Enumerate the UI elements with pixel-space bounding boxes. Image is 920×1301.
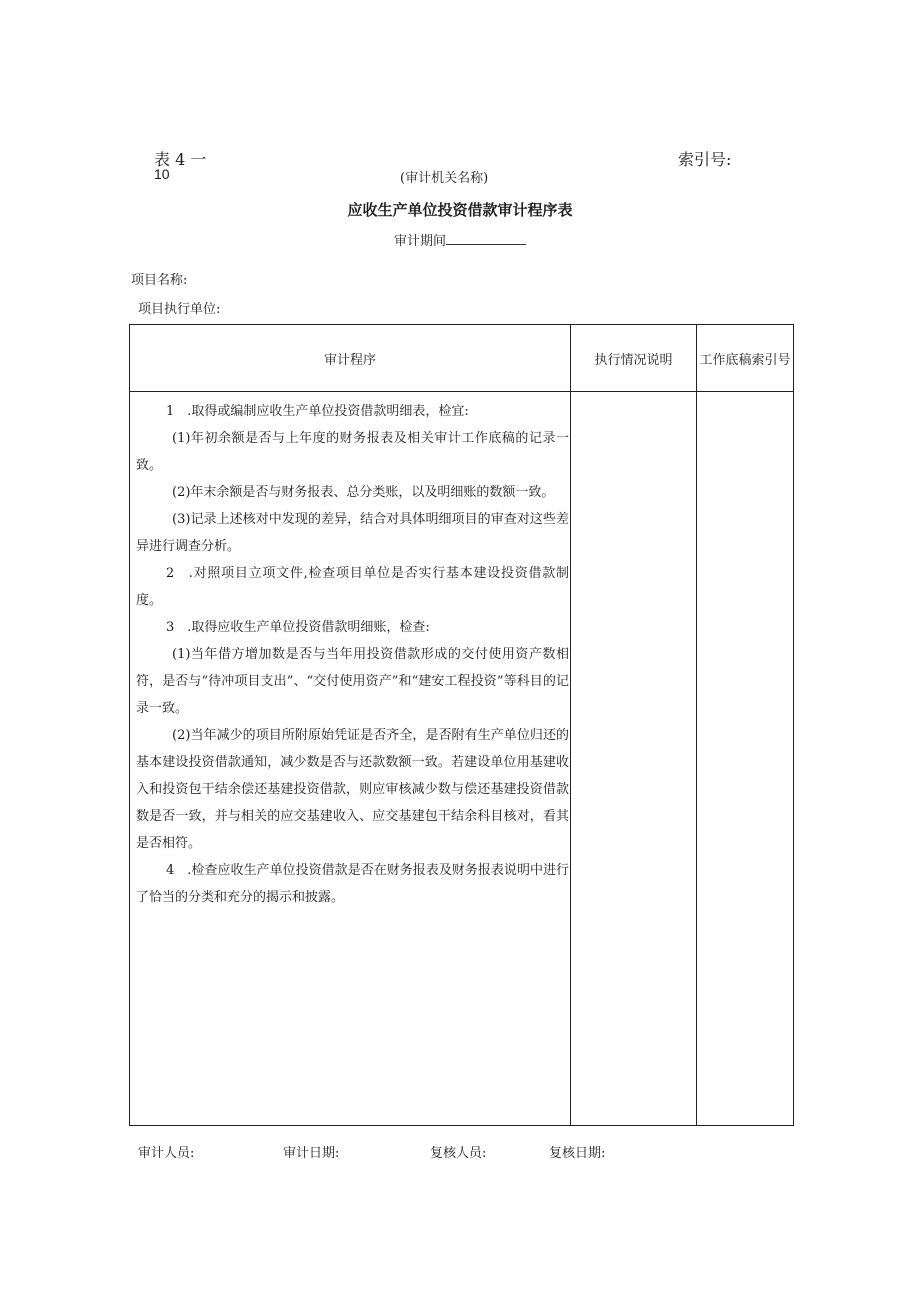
procedure-step-4: 4 .检查应收生产单位投资借款是否在财务报表及财务报表说明中进行了恰当的分类和充分的揭示和披露。 — [136, 863, 569, 905]
audit-procedure-table — [129, 324, 794, 1126]
procedure-step-3-1: (1)当年借方增加数是否与当年用投资借款形成的交付使用资产数相符，是否与“待冲项目支出”、“交付使用资产”和“建安工程投资”等科目的记录一致。 — [136, 647, 569, 716]
audit-org-name: (审计机关名称) — [400, 171, 489, 186]
procedure-step-2: 2 .对照项目立项文件,检查项目单位是否实行基本建设投资借款制度。 — [136, 566, 569, 608]
procedure-step-3-2: (2)当年减少的项目所附原始凭证是否齐全，是否附有生产单位归还的基本建设投资借款通知，减少数是否与还款数额一致。若建设单位用基建收入和投资包干结余偿还基建投资借款，则应审核减少数与偿还基建投资借款数是否一致，并与相关的应交基建收入、应交基建包干结余科目核对，看其是否相符。 — [136, 728, 569, 851]
project-unit-label: 项目执行单位: — [138, 302, 221, 317]
project-name-label: 项目名称: — [131, 273, 188, 288]
execution-notes-cell[interactable] — [571, 392, 697, 1126]
audit-period-blank — [446, 232, 526, 245]
reviewer-label: 复核人员: — [430, 1146, 487, 1161]
table-body-row — [130, 392, 794, 1126]
procedure-step-1: 1 .取得或编制应收生产单位投资借款明细表，检宜: — [166, 404, 469, 419]
procedure-step-3: 3 .取得应收生产单位投资借款明细账，检查: — [166, 620, 430, 635]
audit-date-label: 审计日期: — [283, 1146, 340, 1161]
form-label: 表 4 一 — [154, 150, 207, 169]
procedure-step-1-2: (2)年末余额是否与财务报表、总分类账，以及明细账的数额一致。 — [172, 485, 555, 500]
table-header-row — [130, 325, 794, 392]
review-date-label: 复核日期: — [549, 1146, 606, 1161]
audit-period — [394, 230, 526, 249]
auditor-label: 审计人员: — [138, 1146, 195, 1161]
procedure-step-1-1: (1)年初余额是否与上年度的财务报表及相关审计工作底稿的记录一致。 — [136, 431, 569, 473]
header-workpaper-index: 工作底稿索引号 — [697, 325, 794, 392]
form-number: 10 — [154, 166, 170, 182]
index-number-label: 索引号: — [678, 150, 732, 169]
workpaper-index-cell[interactable] — [697, 392, 794, 1126]
procedure-cell — [130, 392, 571, 1126]
header-execution-notes: 执行情况说明 — [571, 325, 697, 392]
procedure-step-1-3: (3)记录上述核对中发现的差异，结合对具体明细项目的审查对这些差异进行调查分析。 — [136, 512, 569, 554]
audit-period-label: 审计期间 — [394, 234, 447, 249]
page-title: 应收生产单位投资借款审计程序表 — [347, 201, 573, 219]
header-audit-procedure: 审计程序 — [130, 325, 571, 392]
